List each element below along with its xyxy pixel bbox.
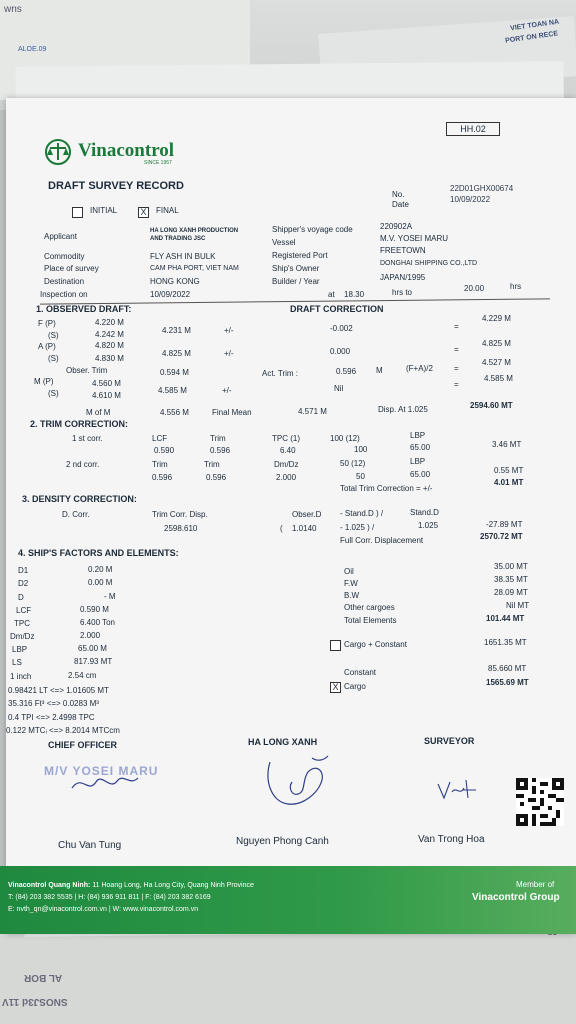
at-label: at xyxy=(328,290,335,299)
background-bottom-paper xyxy=(0,930,576,1024)
obs-value: 1.0140 xyxy=(292,524,317,533)
stand-d-label: - Stand.D ) / xyxy=(340,509,384,518)
second-corr-label: 2 nd corr. xyxy=(66,460,100,469)
r1-trim: 0.596 xyxy=(210,446,231,455)
lbp-value: 65.00 M xyxy=(78,644,107,653)
final-checkbox: X xyxy=(138,207,149,218)
owner-label: Ship's Owner xyxy=(272,264,320,273)
ap-label: A (P) xyxy=(38,342,56,351)
act-trim-value: 0.596 xyxy=(336,367,357,376)
m-result: 4.585 M xyxy=(484,374,513,383)
lbp-col: LBP xyxy=(410,431,426,440)
company-since: SINCE 1957 xyxy=(144,160,172,166)
tpc-value: 6.400 Ton xyxy=(80,618,115,627)
mp-label: M (P) xyxy=(34,377,54,386)
density-result: -27.89 MT xyxy=(486,520,523,529)
applicant-value: AND TRADING JSC xyxy=(150,236,206,242)
f-mean: 4.231 M xyxy=(162,326,191,335)
m-mean: 4.585 M xyxy=(158,386,187,395)
plusminus: +/- xyxy=(224,326,234,335)
port-value: FREETOWN xyxy=(380,246,426,255)
r1-lcf: 0.590 xyxy=(154,446,175,455)
place-value: CAM PHA PORT, VIET NAM xyxy=(150,265,239,272)
page-title: DRAFT SURVEY RECORD xyxy=(48,180,184,192)
surveyor-label: SURVEYOR xyxy=(424,736,475,746)
equals: = xyxy=(454,364,459,373)
r2-50: 50 xyxy=(356,472,365,481)
tcd-value: 2598.610 xyxy=(164,524,198,533)
r2-dmdz: 2.000 xyxy=(276,473,297,482)
commodity-label: Commodity xyxy=(44,252,85,261)
section-factors-heading: 4. SHIP'S FACTORS AND ELEMENTS: xyxy=(18,548,179,558)
fw-value: 38.35 MT xyxy=(494,575,528,584)
trim-col: Trim xyxy=(210,434,226,443)
obser-d-label: Obser.D xyxy=(292,510,322,519)
disp-label: Disp. At 1.025 xyxy=(378,405,428,414)
conversion-row: 0.122 MTCᵢ <=> 8.2014 MTCcm xyxy=(6,726,120,735)
tcd-label: Trim Corr. Disp. xyxy=(152,510,208,519)
final-mean-label: Final Mean xyxy=(212,408,252,417)
ms-value: 4.610 M xyxy=(92,391,121,400)
footer-member-label: Member of xyxy=(516,880,555,889)
vessel-label: Vessel xyxy=(272,238,296,247)
conversion-row: 35.316 Ft³ <=> 0.0283 M³ xyxy=(8,699,99,708)
std-value2: 1.025 xyxy=(418,521,439,530)
other-cargoes-value: Nil MT xyxy=(506,601,530,610)
as-label: (S) xyxy=(48,354,59,363)
full-disp-value: 2570.72 MT xyxy=(480,532,523,541)
total-elements-value: 101.44 MT xyxy=(486,614,525,623)
destination-value: HONG KONG xyxy=(150,277,200,286)
section-observed-heading: 1. OBSERVED DRAFT: xyxy=(36,304,132,314)
commodity-value: FLY ASH IN BULK xyxy=(150,252,216,261)
bw-label: B.W xyxy=(344,591,360,600)
lcf-label: LCF xyxy=(16,606,32,615)
chief-officer-label: CHIEF OFFICER xyxy=(48,740,117,750)
final-label: FINAL xyxy=(156,206,179,215)
oil-value: 35.00 MT xyxy=(494,562,528,571)
d2-value: 0.00 M xyxy=(88,578,113,587)
bg-card-text: PORT ON RECE xyxy=(504,30,559,45)
footer-address xyxy=(8,882,254,889)
date-label: Date xyxy=(392,200,409,209)
chief-signature-icon xyxy=(70,766,140,796)
r2-trim2: 0.596 xyxy=(206,473,227,482)
vinacontrol-logo-icon xyxy=(44,138,72,166)
fs-value: 4.242 M xyxy=(95,330,124,339)
r2-trim1: 0.596 xyxy=(152,473,173,482)
x50-col: 50 (12) xyxy=(340,459,366,468)
builder-label: Builder / Year xyxy=(272,277,320,286)
disp-value: 2594.60 MT xyxy=(470,401,513,410)
equals: = xyxy=(454,380,459,389)
no-label: No. xyxy=(392,190,405,199)
inch-label: 1 inch xyxy=(10,672,32,681)
trim-col: Trim xyxy=(152,460,168,469)
tpc-label: TPC xyxy=(14,619,30,628)
section-trim-heading: 2. TRIM CORRECTION: xyxy=(30,419,128,429)
final-mean-value: 4.571 M xyxy=(298,407,327,416)
inspection-value: 10/09/2022 xyxy=(150,290,191,299)
first-corr-label: 1 st corr. xyxy=(72,434,103,443)
doc-code-box: HH.02 xyxy=(446,122,500,136)
trim-col: Trim xyxy=(204,460,220,469)
constant-value: 85.660 MT xyxy=(488,664,527,673)
m-unit: M xyxy=(376,366,383,375)
stand-d2-label: Stand.D xyxy=(410,508,439,517)
halong-name: Nguyen Phong Canh xyxy=(236,836,329,847)
d2-label: D2 xyxy=(18,579,29,588)
r2-lbp: 65.00 xyxy=(410,470,431,479)
bg-card-text: VIET TOAN NA xyxy=(509,18,560,33)
d1-label: D1 xyxy=(18,566,29,575)
fp-value: 4.220 M xyxy=(95,318,124,327)
hrs-to-label: hrs to xyxy=(392,288,413,297)
r1-tpc: 6.40 xyxy=(280,446,296,455)
a-result: 4.825 M xyxy=(482,339,511,348)
fa2-label: (F+A)/2 xyxy=(406,364,433,373)
tpc1-col: TPC (1) xyxy=(272,434,300,443)
voyage-label: Shipper's voyage code xyxy=(272,225,353,234)
qr-code-icon xyxy=(516,778,564,826)
cargo-label: Cargo xyxy=(344,682,366,691)
lcf-col: LCF xyxy=(152,434,168,443)
oil-label: Oil xyxy=(344,567,354,576)
d1-value: 0.20 M xyxy=(88,565,113,574)
conversion-row: 0.98421 LT <=> 1.01605 MT xyxy=(8,686,109,695)
bg-text: wns xyxy=(4,4,22,15)
total-elements-label: Total Elements xyxy=(344,616,397,625)
lbp-col: LBP xyxy=(410,457,426,466)
mp-value: 4.560 M xyxy=(92,379,121,388)
surveyor-signature-icon xyxy=(436,778,482,802)
halong-label: HA LONG XANH xyxy=(248,737,318,747)
conversion-row: 0.4 TPI <=> 2.4998 TPC xyxy=(8,713,95,722)
footer-web: E: nvth_qn@vinacontrol.com.vn | W: www.vinacontrol.com.vn xyxy=(8,906,199,913)
cargo-checkbox: X xyxy=(330,682,341,693)
initial-checkbox xyxy=(72,207,83,218)
fp-label: F (P) xyxy=(38,319,56,328)
fs-label: (S) xyxy=(48,331,59,340)
cargo-constant-value: 1651.35 MT xyxy=(484,638,527,647)
voyage-value: 220902A xyxy=(380,222,413,231)
cargo-constant-label: Cargo + Constant xyxy=(344,640,407,649)
company-name: Vinacontrol xyxy=(78,140,175,161)
doc-date: 10/09/2022 xyxy=(450,195,491,204)
chief-officer-name: Chu Van Tung xyxy=(58,840,122,851)
plusminus: +/- xyxy=(222,386,232,395)
ls-label: LS xyxy=(12,658,22,667)
draft-correction-heading: DRAFT CORRECTION xyxy=(290,304,384,314)
r1-100: 100 xyxy=(354,445,368,454)
section-density-heading: 3. DENSITY CORRECTION: xyxy=(22,494,137,504)
initial-label: INITIAL xyxy=(90,206,118,215)
as-value: 4.830 M xyxy=(95,354,124,363)
inch-value: 2.54 cm xyxy=(68,671,97,680)
plusminus: +/- xyxy=(224,349,234,358)
footer-group-name: Vinacontrol Group xyxy=(472,892,560,903)
x100-col: 100 (12) xyxy=(330,434,360,443)
ap-value: 4.820 M xyxy=(95,341,124,350)
bg-bottom-text: SNOSJ3d 11V xyxy=(2,996,68,1007)
d-value: - M xyxy=(104,592,116,601)
vessel-value: M.V. YOSEI MARU xyxy=(380,234,449,243)
a-mean: 4.825 M xyxy=(162,349,191,358)
halong-signature-icon xyxy=(262,752,332,810)
doc-number: 22D01GHX00674 xyxy=(450,184,514,193)
other-cargoes-label: Other cargoes xyxy=(344,603,395,612)
lbp-label: LBP xyxy=(12,645,28,654)
to-value: 20.00 xyxy=(464,284,485,293)
constant-label: Constant xyxy=(344,668,377,677)
bw-value: 28.09 MT xyxy=(494,588,528,597)
paren: ( xyxy=(280,524,283,533)
mofm-label: M of M xyxy=(86,408,111,417)
destination-label: Destination xyxy=(44,277,85,286)
dmdz-col: Dm/Dz xyxy=(274,460,299,469)
cargo-value: 1565.69 MT xyxy=(486,678,529,687)
applicant-value: HA LONG XANH PRODUCTION xyxy=(150,228,239,234)
cargo-constant-checkbox xyxy=(330,640,341,651)
place-label: Place of survey xyxy=(44,264,99,273)
footer-bar xyxy=(0,866,576,934)
dmdz-label: Dm/Dz xyxy=(10,632,35,641)
surveyor-name: Van Trong Hoa xyxy=(418,834,485,845)
fw-label: F.W xyxy=(344,579,358,588)
owner-value: DONGHAI SHIPPING CO.,LTD xyxy=(380,260,478,267)
total-trim-value: 4.01 MT xyxy=(494,478,524,487)
a-correction: 0.000 xyxy=(330,347,351,356)
obser-trim-value: 0.594 M xyxy=(160,368,189,377)
r1-result: 3.46 MT xyxy=(492,440,522,449)
f-result: 4.229 M xyxy=(482,314,511,323)
fa2-result: 4.527 M xyxy=(482,358,511,367)
equals: = xyxy=(454,322,459,331)
footer-phone: T: (84) 203 382 5535 | H: (84) 936 911 811 | F: (84) 203 382 6169 xyxy=(8,894,211,901)
f-correction: -0.002 xyxy=(330,324,353,333)
footer-office-name: Vinacontrol Quang Ninh: xyxy=(8,882,91,889)
dmdz-value: 2.000 xyxy=(80,631,101,640)
footer-address-text: 11 Hoang Long, Ha Long City, Quang Ninh Province xyxy=(90,882,254,889)
ls-value: 817.93 MT xyxy=(74,657,113,666)
r1-lbp: 65.00 xyxy=(410,443,431,452)
lcf-value: 0.590 M xyxy=(80,605,109,614)
m-correction: Nil xyxy=(334,384,344,393)
builder-value: JAPAN/1995 xyxy=(380,273,426,282)
d-label: D xyxy=(18,593,24,602)
ship-stamp: M/V YOSEI MARU xyxy=(44,764,159,778)
std-value: - 1.025 ) / xyxy=(340,523,375,532)
applicant-label: Applicant xyxy=(44,232,77,241)
r2-result: 0.55 MT xyxy=(494,466,524,475)
dcorr-label: D. Corr. xyxy=(62,510,90,519)
bg-map-label: ALOE.09 xyxy=(18,46,47,53)
equals: = xyxy=(454,345,459,354)
full-disp-label: Full Corr. Displacement xyxy=(340,536,424,545)
mofm-value: 4.556 M xyxy=(160,408,189,417)
hrs-label: hrs xyxy=(510,282,522,291)
total-trim-label: Total Trim Correction = +/- xyxy=(340,484,433,493)
obser-trim-label: Obser. Trim xyxy=(66,366,108,375)
port-label: Registered Port xyxy=(272,251,328,260)
ms-label: (S) xyxy=(48,389,59,398)
inspection-label: Inspection on xyxy=(40,290,88,299)
at-value: 18.30 xyxy=(344,290,365,299)
bg-bottom-text: AL BOR xyxy=(24,972,63,983)
act-trim-label: Act. Trim : xyxy=(262,369,298,378)
